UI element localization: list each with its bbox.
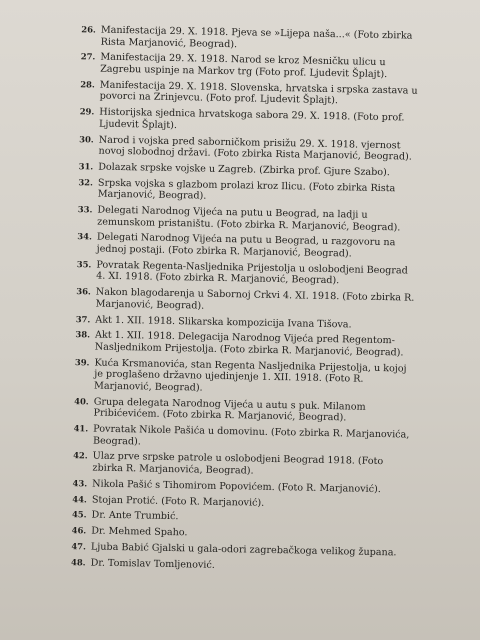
list-item <box>65 259 415 289</box>
list-item <box>66 204 416 234</box>
entry-text: Nakon blagodarenja u Sabornoj Crkvi 4. XI. 1918. (Foto zbirka R. Marjanović, Beograd). <box>95 286 415 312</box>
list-item <box>69 79 419 109</box>
entry-number: 29. <box>79 106 95 117</box>
list-item <box>67 161 417 179</box>
entry-text: Delegati Narodnog Vijeća na putu u Beograd, na ladji u zemunskom pristaništu. (Foto zbirka R. Marjanović, Beograd). <box>97 204 401 234</box>
entry-number: 33. <box>77 204 93 215</box>
entry-number: 42. <box>73 450 88 461</box>
entry-text: Akt 1. XII. 1918. Slikarska kompozicija Ivana Tišova. <box>95 314 352 330</box>
entry-number: 43. <box>72 477 88 489</box>
list-item <box>61 450 411 480</box>
list-item <box>64 329 414 359</box>
entry-text: Stojan Protić. (Foto R. Marjanović). <box>91 494 265 509</box>
entry-number: 38. <box>75 329 91 340</box>
entry-number: 37. <box>75 313 91 324</box>
list-item <box>68 106 418 136</box>
entry-text: Povratak Nikole Pašića u domovinu. (Foto zbirka R. Marjanovića, Beograd). <box>92 423 410 448</box>
entry-number: 34. <box>77 231 93 242</box>
entry-text: Povratak Regenta-Nasljednika Prijestolja u oslobodjeni Beograd 4. XI. 1918. (Foto zbirka R. Marjanović, Beograd). <box>96 259 408 287</box>
entry-text: Delegati Narodnog Vijeća na putu u Beograd, u razgovoru na jednoj postaji. (Foto zbirka R. Marjanović, Beograd). <box>96 231 396 260</box>
entry-number: 26. <box>81 24 96 35</box>
entry-text: Narod i vojska pred saborničkom prisižu 29. X. 1918. vjernost novoj slobodnoj državi. (Foto zbirka Rista Marjanović, Beograd). <box>98 134 412 163</box>
entry-number: 48. <box>71 556 86 568</box>
entry-number: 47. <box>71 541 87 552</box>
entry-number: 32. <box>78 176 94 188</box>
list-item <box>65 286 415 316</box>
list-item <box>62 423 412 453</box>
list-item <box>61 493 411 511</box>
entry-text: Kuća Krsmanovića, stan Regenta Nasljednika Prijestolja, u kojoj je proglašeno državno ujedinjenje 1. XII. 1918. (Foto R. Marjanović, Beograd). <box>93 357 407 394</box>
photo-caption-list <box>59 24 419 579</box>
entry-number: 45. <box>71 509 87 520</box>
list-item <box>64 313 414 331</box>
entry-number: 35. <box>76 258 92 270</box>
entry-number: 31. <box>78 161 94 172</box>
entry-number: 40. <box>74 395 89 407</box>
entry-text: Akt 1. XII. 1918. Delegacija Narodnog Vijeća pred Regentom-Nasljednikom Prijestolja. (Foto zbirka R. Marjanović, Beograd). <box>94 329 404 359</box>
list-item <box>69 51 419 81</box>
entry-text: Manifestacija 29. X. 1918. Pjeva se »Lijepa naša...« (Foto zbirka Rista Marjanović, Beograd). <box>100 24 413 50</box>
entry-number: 44. <box>72 493 87 504</box>
entry-text: Dr. Tomislav Tomljenović. <box>90 557 215 571</box>
list-item <box>60 557 410 575</box>
list-item <box>62 396 412 426</box>
list-item <box>70 24 420 54</box>
entry-number: 30. <box>79 133 94 144</box>
entry-number: 41. <box>73 423 89 434</box>
list-item <box>60 541 410 559</box>
list-item <box>63 357 414 398</box>
entry-number: 39. <box>74 356 90 368</box>
entry-text: Historijska sjednica hrvatskoga sabora 29. X. 1918. (Foto prof. Ljudevit Šplajt). <box>98 106 405 131</box>
entry-number: 28. <box>80 78 95 90</box>
list-item <box>66 231 416 261</box>
entry-text: Srpska vojska s glazbom prolazi kroz Ilicu. (Foto zbirka Rista Marjanović, Beograd). <box>97 177 396 202</box>
list-item <box>67 177 417 207</box>
entry-text: Ulaz prve srpske patrole u oslobodjeni Beograd 1918. (Foto zbirka R. Marjanovića, Beograd). <box>92 450 384 477</box>
entry-number: 27. <box>80 51 96 62</box>
list-item <box>60 509 410 527</box>
list-item <box>61 478 411 496</box>
entry-text: Dr. Mehmed Spaho. <box>91 525 188 539</box>
entry-number: 46. <box>71 525 87 536</box>
entry-text: Manifestacija 29. X. 1918. Slovenska, hrvatska i srpska zastava u povorci na Zrinjevcu. (Foto prof. Ljudevit Šplajt). <box>99 79 418 107</box>
entry-text: Dolazak srpske vojske u Zagreb. (Zbirka prof. Gjure Szabo). <box>98 161 391 179</box>
entry-number: 36. <box>76 286 91 297</box>
list-item <box>60 525 410 543</box>
entry-text: Grupa delegata Narodnog Vijeća u autu s puk. Milanom Pribićevićem. (Foto zbirka R. Marjanović, Beograd). <box>93 396 366 424</box>
entry-text: Manifestacija 29. X. 1918. Narod se kroz Mesničku ulicu u Zagrebu uspinje na Markov trg (Foto prof. Ljudevit Šplajt). <box>100 51 388 81</box>
entry-text: Ljuba Babić Gjalski u gala-odori zagrebačkoga velikog župana. <box>90 541 397 559</box>
list-item <box>67 133 417 163</box>
entry-text: Dr. Ante Trumbić. <box>91 509 179 523</box>
entry-text: Nikola Pašić s Tihomirom Popovićem. (Foto R. Marjanović). <box>92 478 381 495</box>
